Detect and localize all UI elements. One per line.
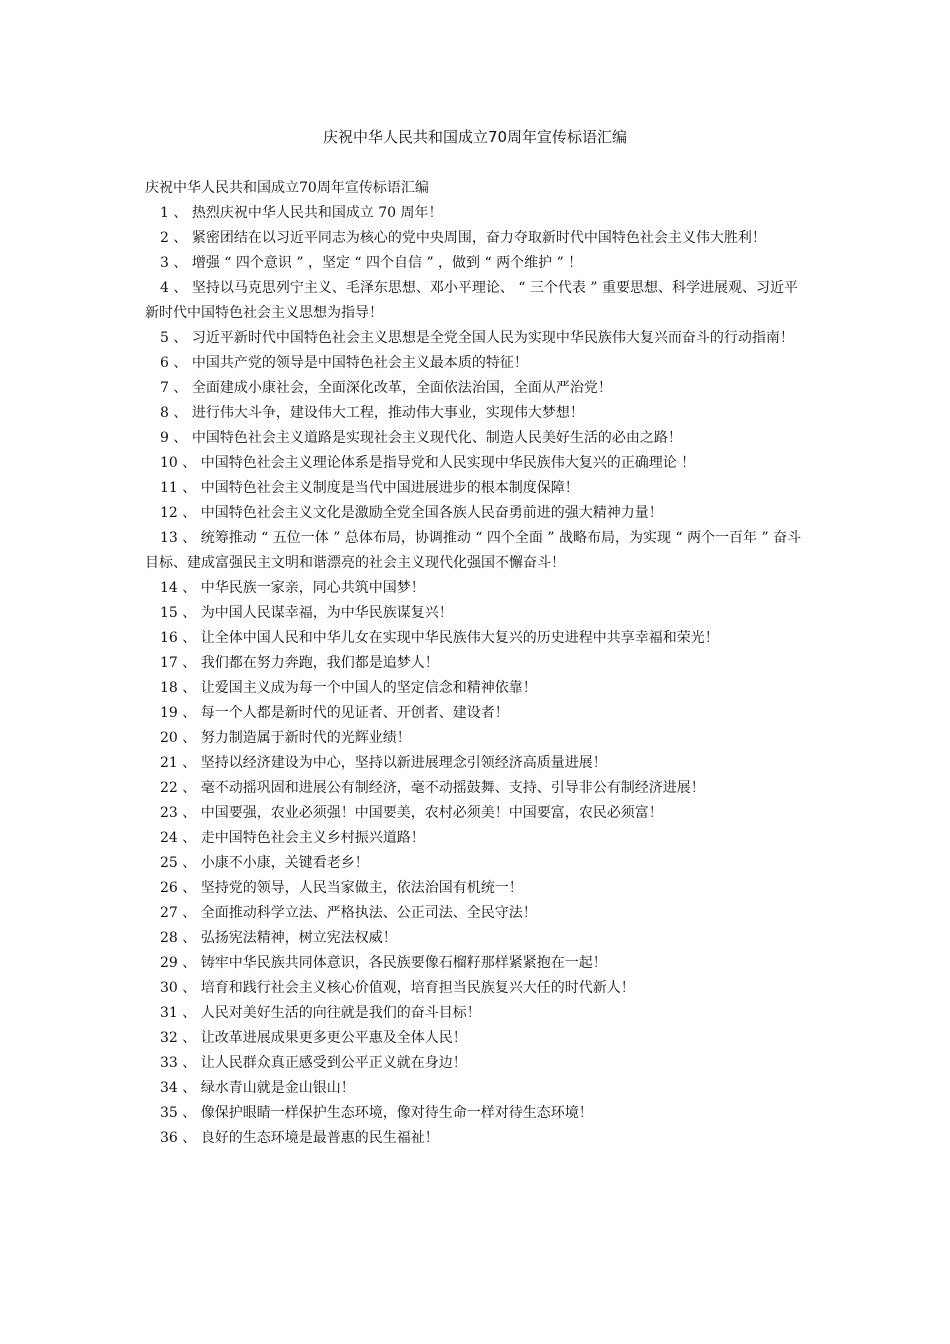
slogan-separator: 、: [168, 380, 188, 396]
slogan-text: 进行伟大斗争，建设伟大工程，推动伟大事业，实现伟大梦想！: [191, 405, 584, 421]
slogan-item: [145, 251, 805, 276]
slogan-separator: 、: [177, 980, 197, 996]
document-body: [145, 176, 805, 1151]
slogan-number: 6: [160, 355, 169, 371]
slogan-number: 21: [160, 755, 178, 771]
slogan-separator: 、: [177, 1130, 197, 1146]
slogan-item: [145, 851, 805, 876]
slogan-text: 我们都在努力奔跑，我们都是追梦人！: [200, 655, 439, 671]
slogan-number: 23: [160, 805, 178, 821]
slogan-text: 中国特色社会主义制度是当代中国进展进步的根本制度保障！: [200, 480, 579, 496]
slogan-number: 26: [160, 880, 178, 896]
slogan-separator: 、: [177, 830, 197, 846]
slogan-number: 4: [160, 280, 169, 296]
slogan-separator: 、: [177, 480, 197, 496]
slogan-number: 10: [160, 455, 178, 471]
slogan-item: [145, 876, 805, 901]
slogan-text: 习近平新时代中国特色社会主义思想是全党全国人民为实现中华民族伟大复兴而奋斗的行动指南！: [191, 330, 794, 346]
slogan-item: [145, 376, 805, 401]
slogan-number: 27: [160, 905, 178, 921]
slogan-item: [145, 601, 805, 626]
slogan-number: 20: [160, 730, 178, 746]
slogan-number: 32: [160, 1030, 178, 1046]
slogan-text: 统筹推动 “ 五位一体 ” 总体布局，协调推动 “ 四个全面 ” 战略布局，为实现 “ 两个一百年 ” 奋斗目标、建成富强民主文明和谐漂亮的社会主义现代化强国不懈奋斗！: [145, 530, 802, 571]
slogan-separator: 、: [177, 705, 197, 721]
slogan-separator: 、: [177, 1080, 197, 1096]
slogan-list: [145, 201, 805, 1151]
slogan-number: 8: [160, 405, 169, 421]
slogan-item: [145, 401, 805, 426]
slogan-item: [145, 201, 805, 226]
slogan-text: 走中国特色社会主义乡村振兴道路！: [200, 830, 425, 846]
slogan-number: 29: [160, 955, 178, 971]
slogan-item: [145, 1076, 805, 1101]
slogan-text: 坚持以马克思列宁主义、毛泽东思想、邓小平理论、 “ 三个代表 ” 重要思想、科学进展观、习近平新时代中国特色社会主义思想为指导！: [145, 280, 798, 321]
slogan-text: 坚持以经济建设为中心，坚持以新进展理念引领经济高质量进展！: [200, 755, 607, 771]
slogan-text: 中国特色社会主义道路是实现社会主义现代化、制造人民美好生活的必由之路！: [191, 430, 682, 446]
slogan-number: 13: [160, 530, 178, 546]
slogan-number: 5: [160, 330, 169, 346]
slogan-number: 2: [160, 230, 169, 246]
slogan-separator: 、: [177, 605, 197, 621]
slogan-text: 让人民群众真正感受到公平正义就在身边！: [200, 1055, 467, 1071]
slogan-text: 培育和践行社会主义核心价值观，培育担当民族复兴大任的时代新人！: [200, 980, 635, 996]
slogan-text: 让改革进展成果更多更公平惠及全体人民！: [200, 1030, 467, 1046]
slogan-text: 人民对美好生活的向往就是我们的奋斗目标！: [200, 1005, 481, 1021]
slogan-text: 中国特色社会主义理论体系是指导党和人民实现中华民族伟大复兴的正确理论 ！: [200, 455, 696, 471]
slogan-separator: 、: [177, 1055, 197, 1071]
slogan-item: [145, 1026, 805, 1051]
slogan-text: 努力制造属于新时代的光辉业绩！: [200, 730, 411, 746]
slogan-number: 19: [160, 705, 178, 721]
slogan-number: 18: [160, 680, 178, 696]
slogan-item: [145, 976, 805, 1001]
slogan-separator: 、: [177, 880, 197, 896]
slogan-number: 28: [160, 930, 178, 946]
slogan-item: [145, 926, 805, 951]
slogan-item: [145, 326, 805, 351]
document-title: 庆祝中华人民共和国成立70周年宣传标语汇编: [322, 128, 628, 146]
slogan-text: 毫不动摇巩固和进展公有制经济，毫不动摇鼓舞、支持、引导非公有制经济进展！: [200, 780, 705, 796]
slogan-text: 热烈庆祝中华人民共和国成立 70 周年！: [191, 205, 443, 221]
slogan-text: 良好的生态环境是最普惠的民生福祉！: [200, 1130, 439, 1146]
slogan-number: 1: [160, 205, 169, 221]
slogan-item: [145, 501, 805, 526]
slogan-item: [145, 426, 805, 451]
slogan-separator: 、: [177, 1105, 197, 1121]
slogan-item: [145, 1126, 805, 1151]
slogan-number: 11: [160, 480, 178, 496]
slogan-item: [145, 726, 805, 751]
slogan-text: 坚持党的领导，人民当家做主，依法治国有机统一！: [200, 880, 523, 896]
slogan-separator: 、: [168, 280, 188, 296]
slogan-item: [145, 651, 805, 676]
slogan-text: 为中国人民谋幸福，为中华民族谋复兴！: [200, 605, 453, 621]
slogan-number: 34: [160, 1080, 178, 1096]
slogan-text: 紧密团结在以习近平同志为核心的党中央周围，奋力夺取新时代中国特色社会主义伟大胜利！: [191, 230, 766, 246]
slogan-item: [145, 276, 805, 326]
slogan-separator: 、: [177, 1030, 197, 1046]
slogan-text: 弘扬宪法精神，树立宪法权威！: [200, 930, 397, 946]
slogan-number: 17: [160, 655, 178, 671]
slogan-number: 15: [160, 605, 178, 621]
document-subtitle: 庆祝中华人民共和国成立70周年宣传标语汇编: [145, 180, 429, 196]
slogan-separator: 、: [168, 255, 188, 271]
slogan-item: [145, 1101, 805, 1126]
slogan-item: [145, 576, 805, 601]
slogan-separator: 、: [168, 355, 188, 371]
slogan-separator: 、: [177, 655, 197, 671]
slogan-item: [145, 701, 805, 726]
slogan-number: 33: [160, 1055, 178, 1071]
slogan-separator: 、: [177, 955, 197, 971]
slogan-number: 24: [160, 830, 178, 846]
slogan-separator: 、: [177, 780, 197, 796]
slogan-item: [145, 226, 805, 251]
slogan-number: 9: [160, 430, 169, 446]
slogan-text: 小康不小康，关键看老乡！: [200, 855, 369, 871]
slogan-number: 25: [160, 855, 178, 871]
slogan-text: 中华民族一家亲，同心共筑中国梦！: [200, 580, 425, 596]
slogan-text: 绿水青山就是金山银山！: [200, 1080, 355, 1096]
slogan-separator: 、: [168, 205, 188, 221]
slogan-separator: 、: [168, 230, 188, 246]
slogan-text: 全面推动科学立法、严格执法、公正司法、全民守法！: [200, 905, 537, 921]
slogan-text: 中国特色社会主义文化是激励全党全国各族人民奋勇前进的强大精神力量！: [200, 505, 663, 521]
slogan-item: [145, 951, 805, 976]
slogan-item: [145, 476, 805, 501]
slogan-number: 35: [160, 1105, 178, 1121]
slogan-separator: 、: [177, 805, 197, 821]
slogan-number: 16: [160, 630, 178, 646]
slogan-number: 31: [160, 1005, 178, 1021]
slogan-separator: 、: [177, 680, 197, 696]
slogan-separator: 、: [168, 330, 188, 346]
slogan-separator: 、: [177, 505, 197, 521]
slogan-separator: 、: [177, 930, 197, 946]
slogan-separator: 、: [168, 430, 188, 446]
slogan-separator: 、: [177, 530, 197, 546]
slogan-item: [145, 676, 805, 701]
slogan-text: 铸牢中华民族共同体意识，各民族要像石榴籽那样紧紧抱在一起！: [200, 955, 607, 971]
slogan-item: [145, 351, 805, 376]
slogan-text: 让爱国主义成为每一个中国人的坚定信念和精神依靠！: [200, 680, 537, 696]
slogan-number: 12: [160, 505, 178, 521]
slogan-item: [145, 1001, 805, 1026]
slogan-text: 像保护眼睛一样保护生态环境，像对待生命一样对待生态环境！: [200, 1105, 593, 1121]
slogan-item: [145, 776, 805, 801]
slogan-item: [145, 451, 805, 476]
slogan-number: 22: [160, 780, 178, 796]
slogan-text: 中国共产党的领导是中国特色社会主义最本质的特征！: [191, 355, 528, 371]
slogan-number: 7: [160, 380, 169, 396]
slogan-separator: 、: [177, 905, 197, 921]
slogan-item: [145, 1051, 805, 1076]
slogan-separator: 、: [177, 455, 197, 471]
slogan-text: 中国要强，农业必须强！中国要美，农村必须美！中国要富，农民必须富！: [200, 805, 663, 821]
slogan-item: [145, 751, 805, 776]
slogan-item: [145, 801, 805, 826]
slogan-text: 每一个人都是新时代的见证者、开创者、建设者！: [200, 705, 509, 721]
slogan-separator: 、: [177, 1005, 197, 1021]
slogan-separator: 、: [168, 405, 188, 421]
slogan-item: [145, 826, 805, 851]
slogan-separator: 、: [177, 580, 197, 596]
slogan-number: 14: [160, 580, 178, 596]
slogan-number: 3: [160, 255, 169, 271]
slogan-item: [145, 901, 805, 926]
slogan-text: 增强 “ 四个意识 ” ，坚定 “ 四个自信 ” ，做到 “ 两个维护 ” ！: [191, 255, 583, 271]
slogan-item: [145, 626, 805, 651]
slogan-item: [145, 526, 805, 576]
slogan-number: 36: [160, 1130, 178, 1146]
slogan-separator: 、: [177, 730, 197, 746]
slogan-number: 30: [160, 980, 178, 996]
slogan-separator: 、: [177, 755, 197, 771]
slogan-separator: 、: [177, 855, 197, 871]
slogan-separator: 、: [177, 630, 197, 646]
slogan-text: 全面建成小康社会，全面深化改革，全面依法治国，全面从严治党！: [191, 380, 612, 396]
slogan-text: 让全体中国人民和中华儿女在实现中华民族伟大复兴的历史进程中共享幸福和荣光！: [200, 630, 719, 646]
